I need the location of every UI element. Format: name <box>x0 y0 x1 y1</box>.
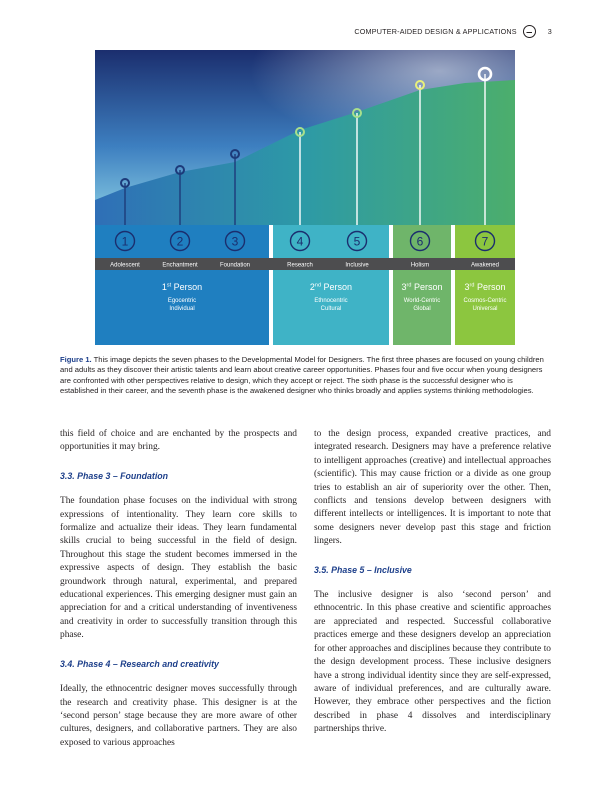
publisher-logo-icon <box>523 25 536 38</box>
group-descriptor-2: Cultural <box>320 306 342 312</box>
group-descriptor-2: Universal <box>472 306 498 312</box>
phase-name: Awakened <box>471 262 499 269</box>
section-heading-3-4: 3.4. Phase 4 – Research and creativity <box>60 658 219 669</box>
phase-number: 6 <box>416 234 424 249</box>
phase-name: Holism <box>410 262 430 269</box>
journal-title: COMPUTER-AIDED DESIGN & APPLICATIONS <box>354 27 517 36</box>
group-descriptor-1: Cosmos-Centric <box>463 298 507 304</box>
phase-band <box>95 225 515 345</box>
paragraph-continued: to the design process, expanded creative practices, and integrated research. Designers may have a preference relative to intelligent approaches (creative) and intellectual approaches (scientific). This may cause friction or a divide as one group tries to establish an air of superiority over the other. Then, conflicts and tensions develop between designers with different intellects or intelligences. It is important to note that some designers never develop past this stage and friction lingers. <box>314 429 551 547</box>
paragraph-3-5: The inclusive designer is also ‘second person’ and ethnocentric. In this phase creative and scientific approaches are appreciated and respected. Successful collaborative practices emerge and these designers develop an appreciation for other approaches and disciplines because they contribute to the design development process. These inclusive designers have a strong individual identity since they are self-expressed, aware of individual preferences, and are culturally aware. However, they embrace other perspectives and the fiction described in phase 4 dissolves and interdisciplinary partnerships thrive. <box>314 590 551 735</box>
phase-number: 5 <box>353 234 361 249</box>
caption-text: This image depicts the seven phases to the Developmental Model for Designers. The first three phases are focused on young children and adults as they discover their artistic talents and learn about creative career opportunities. Phases four and five occur when young designers are confronted with other perspectives relative to design, which they accept or reject. The sixth phase is the successful designer who is established in their career, and the seventh phase is the awakened designer who thinks broadly and applies systems thinking methodologies. <box>60 355 544 395</box>
phase-number: 4 <box>296 234 304 249</box>
section-heading-3-3: 3.3. Phase 3 – Foundation <box>60 470 169 481</box>
phase-name: Adolescent <box>110 262 140 269</box>
group-descriptor-2: Individual <box>169 306 195 312</box>
section-heading-3-5: 3.5. Phase 5 – Inclusive <box>314 564 412 575</box>
phase-name: Inclusive <box>345 262 369 269</box>
phase-number: 1 <box>121 234 129 249</box>
group-descriptor-2: Global <box>413 306 431 312</box>
figure-caption <box>60 355 552 396</box>
paragraph-intro: this field of choice and are enchanted by the prospects and opportunities it may bring. <box>60 429 297 453</box>
group-descriptor-1: Ethnocentric <box>314 298 348 304</box>
running-header <box>354 25 552 38</box>
group-descriptor-1: Egocentric <box>167 298 197 304</box>
paragraph-3-3: The foundation phase focuses on the individual with strong expressions of intentionality. They learn core skills to formalize and actualize their ideas. They learn fundamental skills crucial to being successful in the field of design. Throughout this stage the student becomes immersed in the expressive aspects of design. They establish the basic groundwork through natural, experimental, and prepared educational experiences. This emerging designer must gain an appreciation for and a critical understanding of inventiveness and creativity in order to successfully transition through this phase. <box>60 496 297 641</box>
figure-label: Figure 1. <box>60 355 92 364</box>
phase-number: 2 <box>176 234 184 249</box>
phase-name: Enchantment <box>162 262 198 269</box>
group-person-label: 3rd Person <box>401 282 443 292</box>
phase-number: 7 <box>481 234 489 249</box>
group-person-label: 3rd Person <box>464 282 506 292</box>
group-person-label: 2nd Person <box>309 282 353 292</box>
phase-name: Foundation <box>219 262 251 269</box>
phase-name: Research <box>287 262 313 269</box>
phase-number: 3 <box>231 234 239 249</box>
paragraph-3-4: Ideally, the ethnocentric designer moves successfully through the research and creativity phase. This designer is at the ‘second person’ stage because they are more aware of other cultures, designers, and collaborative partners. They are also exposed to various approaches <box>60 684 297 748</box>
page-number: 3 <box>547 27 552 36</box>
developmental-model-figure <box>95 50 515 345</box>
right-column <box>314 428 551 737</box>
group-descriptor-1: World-Centric <box>403 298 441 304</box>
group-person-label: 1st Person <box>161 282 203 292</box>
left-column <box>60 428 297 750</box>
